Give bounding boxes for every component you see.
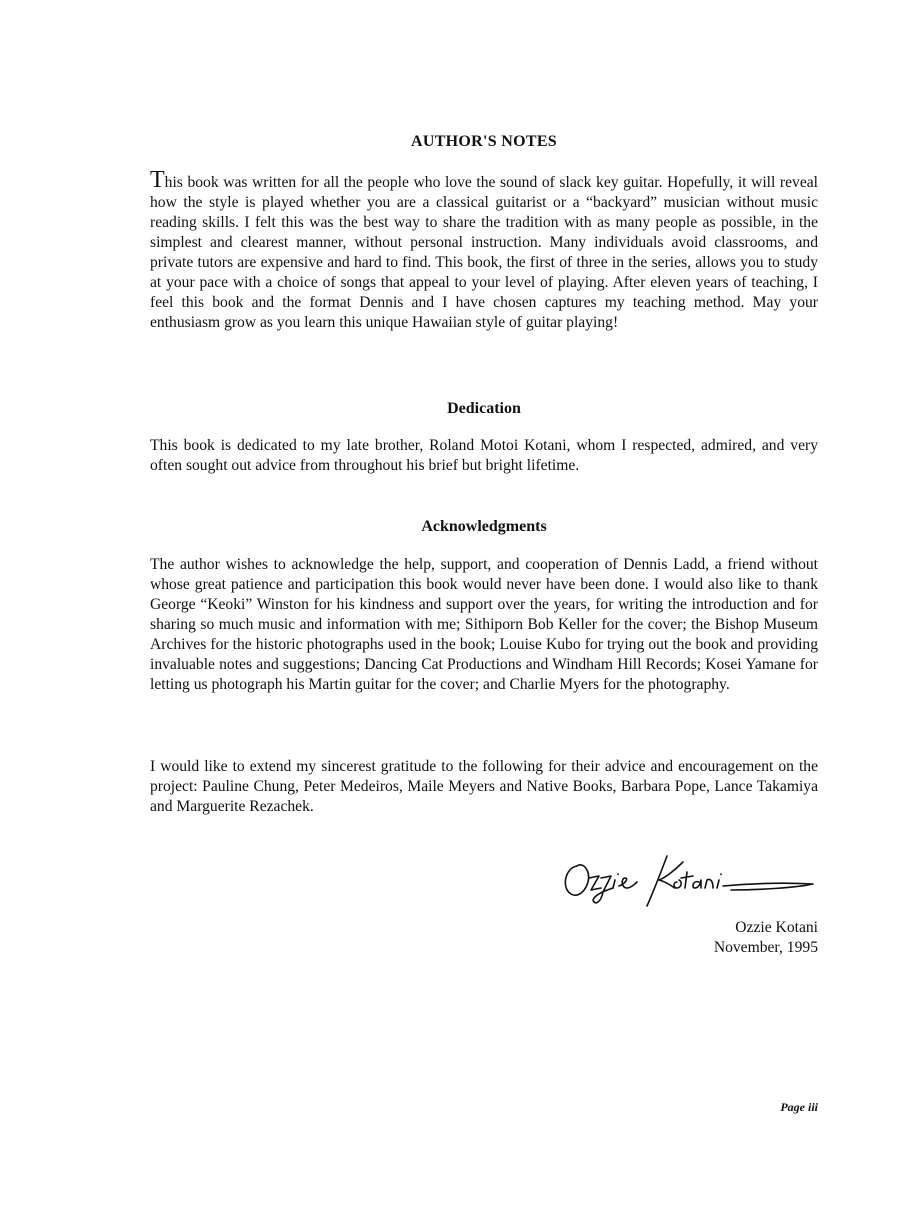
drop-cap: T bbox=[150, 167, 165, 193]
dedication-paragraph: This book is dedicated to my late brother, Roland Motoi Kotani, whom I respected, admired, and very often sought out advice from throughout his brief but bright lifetime. bbox=[150, 437, 818, 474]
acknowledgments-paragraph-2: I would like to extend my sincerest gratitude to the following for their advice and encouragement on the project: Pauline Chung, Peter Medeiros, Maile Meyers and Native Books, Barbara Pope, Lance Takamiya and Marguerite Rezachek. bbox=[150, 758, 818, 815]
acknowledgments-heading: Acknowledgments bbox=[421, 518, 547, 535]
intro-paragraph bbox=[150, 167, 818, 333]
page-title: AUTHOR'S NOTES bbox=[410, 133, 557, 150]
intro-text: his book was written for all the people who love the sound of slack key guitar. Hopefully, it will reveal how the style is played whether you are a classical guitarist or a “backyard” musician without music reading skills. I felt this was the best way to share the tradition with as many people as possible, in the simplest and clearest manner, without personal instruction. Many individuals avoid classrooms, and private tutors are expensive and hard to find. This book, the first of three in the series, allows you to study at your pace with a choice of songs that appeal to your level of playing. After eleven years of teaching, I feel this book and the format Dennis and I have chosen captures my teaching method. May your enthusiasm grow as you learn this unique Hawaiian style of guitar playing! bbox=[150, 174, 818, 331]
signature-block bbox=[714, 918, 818, 958]
author-name: Ozzie Kotani bbox=[735, 919, 818, 936]
acknowledgments-paragraph-1: The author wishes to acknowledge the help, support, and cooperation of Dennis Ladd, a friend without whose great patience and participation this book would never have been done. I would also like to thank George “Keoki” Winston for his kindness and support over the years, for writing the introduction and for sharing so much music and information with me; Sithiporn Bob Keller for the cover; the Bishop Museum Archives for the historic photographs used in the book; Louise Kubo for trying out the book and providing invaluable notes and suggestions; Dancing Cat Productions and Windham Hill Records; Kosei Yamane for letting us photograph his Martin guitar for the cover; and Charlie Myers for the photography. bbox=[150, 556, 818, 693]
signature-date: November, 1995 bbox=[713, 939, 818, 956]
handwritten-signature bbox=[555, 848, 820, 918]
dedication-heading: Dedication bbox=[447, 400, 521, 417]
page-number: Page iii bbox=[780, 1100, 818, 1114]
